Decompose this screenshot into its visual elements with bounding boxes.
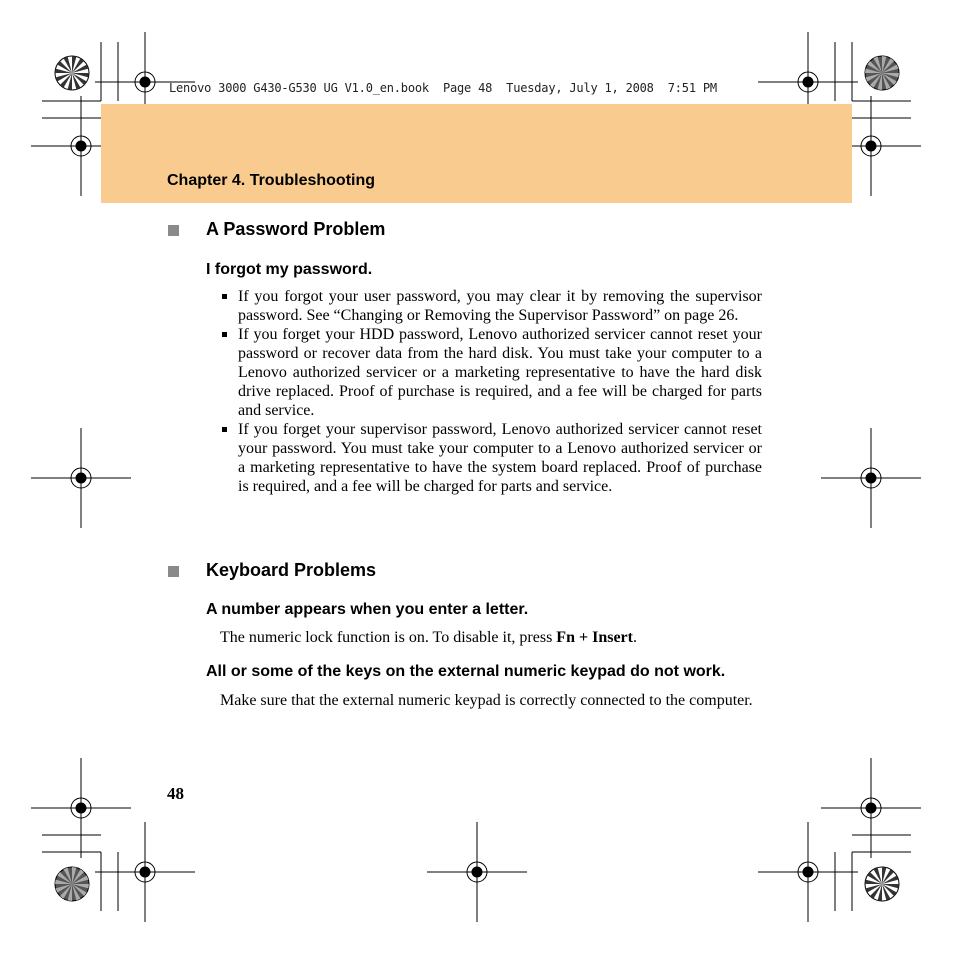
star-target-icon <box>865 867 899 901</box>
registration-target-icon <box>821 428 921 528</box>
book-meta-line: Lenovo 3000 G430-G530 UG V1.0_en.book Page 48 Tuesday, July 1, 2008 7:51 PM <box>169 81 717 95</box>
bullet-square-icon <box>222 427 227 432</box>
registration-target-icon <box>821 758 921 858</box>
star-target-icon <box>865 56 899 90</box>
registration-target-icon <box>758 822 858 922</box>
star-target-icon <box>55 56 89 90</box>
page-number: 48 <box>167 784 184 803</box>
registration-target-icon <box>31 758 131 858</box>
key-combination: Fn + Insert <box>556 629 633 646</box>
section-heading-keyboard: Keyboard Problems <box>206 560 377 580</box>
star-target-icon <box>55 867 89 901</box>
registration-target-icon <box>95 822 195 922</box>
bullet-square-icon <box>222 332 227 337</box>
section-marker-icon <box>168 566 179 577</box>
bullet-square-icon <box>222 294 227 299</box>
list-item: If you forgot your user password, you may clear it by removing the supervisor password. See “Changing or Removing the Supervisor Password” on page 26. <box>220 287 762 325</box>
section-marker-icon <box>168 225 179 236</box>
list-item: If you forget your supervisor password, Lenovo authorized servicer cannot reset your password. You must take your computer to a Lenovo authorized servicer or a marketing representative to have the system board replaced. Proof of purchase is required, and a fee will be charged for parts and service. <box>220 420 762 496</box>
section-heading-password: A Password Problem <box>206 219 386 239</box>
subheading-keypad-not-working: All or some of the keys on the external numeric keypad do not work. <box>206 663 726 680</box>
list-item: If you forget your HDD password, Lenovo authorized servicer cannot reset your password or recover data from the hard disk. You must take your computer to a Lenovo authorized servicer or a marketing representative to have the hard disk drive replaced. Proof of purchase is required, and a fee will be charged for parts and service. <box>220 325 762 420</box>
password-bullet-list <box>220 287 762 496</box>
answer-numeric-lock: The numeric lock function is on. To disable it, press Fn + Insert. <box>220 629 637 646</box>
subheading-number-appears: A number appears when you enter a letter. <box>206 601 529 618</box>
registration-target-icon <box>427 822 527 922</box>
chapter-title: Chapter 4. Troubleshooting <box>167 172 376 189</box>
registration-target-icon <box>31 428 131 528</box>
subheading-forgot-password: I forgot my password. <box>206 261 373 278</box>
answer-keypad-connection: Make sure that the external numeric keypad is correctly connected to the computer. <box>220 692 753 709</box>
